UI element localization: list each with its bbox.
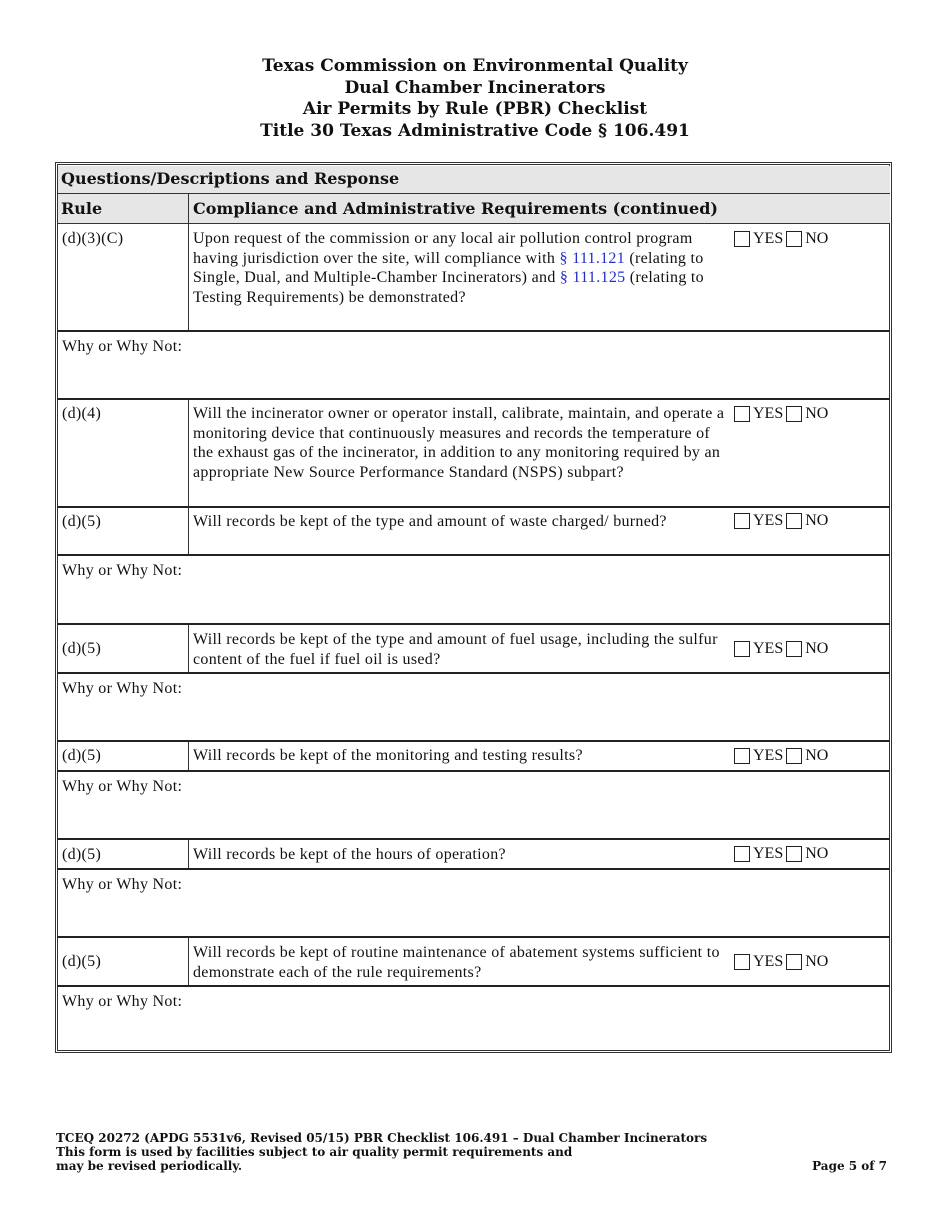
yes-label: YES — [753, 640, 784, 657]
yes-checkbox[interactable] — [734, 846, 750, 862]
yes-checkbox[interactable] — [734, 641, 750, 657]
footer-note-1: This form is used by facilities subject to air quality permit requirements and — [56, 1145, 573, 1159]
yes-label: YES — [753, 747, 784, 764]
yes-checkbox[interactable] — [734, 748, 750, 764]
no-checkbox[interactable] — [786, 513, 802, 529]
no-label: NO — [805, 512, 829, 529]
footer-form-info — [56, 1131, 707, 1173]
yes-no-group — [734, 747, 831, 765]
question-text: Will the incinerator owner or operator install, calibrate, maintain, and operate a monitoring device that continuously measures and records the temperature of the exhaust gas of the incinerator, in addition to any monitoring required by an appropriate New Source Performance Standard (NSPS) subpart? — [193, 405, 725, 481]
rule-citation: (d)(5) — [62, 846, 102, 863]
no-checkbox[interactable] — [786, 231, 802, 247]
no-checkbox[interactable] — [786, 846, 802, 862]
page-number: Page 5 of 7 — [812, 1159, 887, 1173]
question-text — [189, 224, 729, 307]
no-checkbox[interactable] — [786, 748, 802, 764]
no-checkbox[interactable] — [786, 641, 802, 657]
no-checkbox[interactable] — [786, 954, 802, 970]
why-field[interactable] — [58, 556, 888, 622]
rule-citation: (d)(4) — [62, 405, 102, 422]
rule-citation: (d)(5) — [62, 953, 102, 970]
question-text-part: (relating to Single, Dual, and Multiple-Chamber Incinerators) and — [193, 249, 704, 286]
no-label: NO — [805, 405, 829, 422]
yes-no-group — [734, 845, 831, 863]
why-field[interactable] — [58, 870, 888, 936]
section-title: Questions/Descriptions and Response — [61, 169, 400, 188]
yes-label: YES — [753, 953, 784, 970]
question-text: Will records be kept of the type and amount of fuel usage, including the sulfur content of the fuel if fuel oil is used? — [193, 631, 718, 668]
yes-no-group — [734, 230, 831, 248]
rule-link-111-125[interactable]: § 111.125 — [559, 269, 626, 286]
rule-citation: (d)(5) — [62, 513, 102, 530]
question-text: Will records be kept of routine maintenance of abatement systems sufficient to demonstrate each of the rule requirements? — [193, 944, 720, 981]
question-text-part: Upon request of the commission or any local air pollution control program having jurisdiction over the site, will compliance with — [193, 230, 693, 267]
rule-citation: (d)(5) — [62, 640, 102, 657]
header-agency: Texas Commission on Environmental Quality — [262, 56, 688, 76]
yes-no-group — [734, 512, 831, 530]
header-code-citation: Title 30 Texas Administrative Code § 106.491 — [260, 120, 690, 141]
question-text: Will records be kept of the type and amount of waste charged/ burned? — [193, 513, 667, 530]
why-field[interactable] — [58, 772, 888, 838]
rule-link-111-121[interactable]: § 111.121 — [559, 249, 626, 267]
yes-no-group — [734, 640, 831, 658]
why-label: Why or Why Not: — [62, 338, 183, 355]
footer-form-id: TCEQ 20272 (APDG 5531v6, Revised 05/15) PBR Checklist 106.491 – Dual Chamber Incinerators — [56, 1131, 708, 1145]
header-checklist-title: Air Permits by Rule (PBR) Checklist — [302, 99, 648, 119]
column-header-rule: Rule — [61, 199, 103, 218]
why-label: Why or Why Not: — [62, 562, 183, 579]
yes-checkbox[interactable] — [734, 954, 750, 970]
yes-label: YES — [753, 512, 784, 529]
yes-checkbox[interactable] — [734, 406, 750, 422]
rule-citation: (d)(3)(C) — [62, 230, 124, 247]
why-label: Why or Why Not: — [62, 876, 183, 893]
no-label: NO — [805, 953, 829, 970]
why-field[interactable] — [58, 674, 888, 740]
yes-no-group — [734, 405, 831, 423]
no-label: NO — [805, 747, 829, 764]
why-label: Why or Why Not: — [62, 778, 183, 795]
no-label: NO — [805, 640, 829, 657]
column-header-requirements: Compliance and Administrative Requirements (continued) — [193, 199, 718, 218]
yes-label: YES — [753, 405, 784, 422]
yes-no-group — [734, 953, 831, 971]
header-form-subject: Dual Chamber Incinerators — [344, 77, 606, 98]
yes-checkbox[interactable] — [734, 513, 750, 529]
yes-label: YES — [753, 230, 784, 247]
question-text: Will records be kept of the hours of operation? — [193, 846, 506, 863]
no-label: NO — [805, 230, 829, 247]
question-text: Will records be kept of the monitoring and testing results? — [193, 747, 583, 764]
question-text-part: (relating to Testing Requirements) be demonstrated? — [193, 269, 704, 306]
rule-citation: (d)(5) — [62, 747, 102, 764]
yes-label: YES — [753, 845, 784, 862]
why-field[interactable] — [58, 332, 888, 398]
footer-note-2: may be revised periodically. — [56, 1159, 243, 1173]
why-label: Why or Why Not: — [62, 993, 183, 1010]
why-field[interactable] — [58, 987, 888, 1049]
why-label: Why or Why Not: — [62, 680, 183, 697]
document-header — [0, 56, 950, 142]
yes-checkbox[interactable] — [734, 231, 750, 247]
no-label: NO — [805, 845, 829, 862]
no-checkbox[interactable] — [786, 406, 802, 422]
